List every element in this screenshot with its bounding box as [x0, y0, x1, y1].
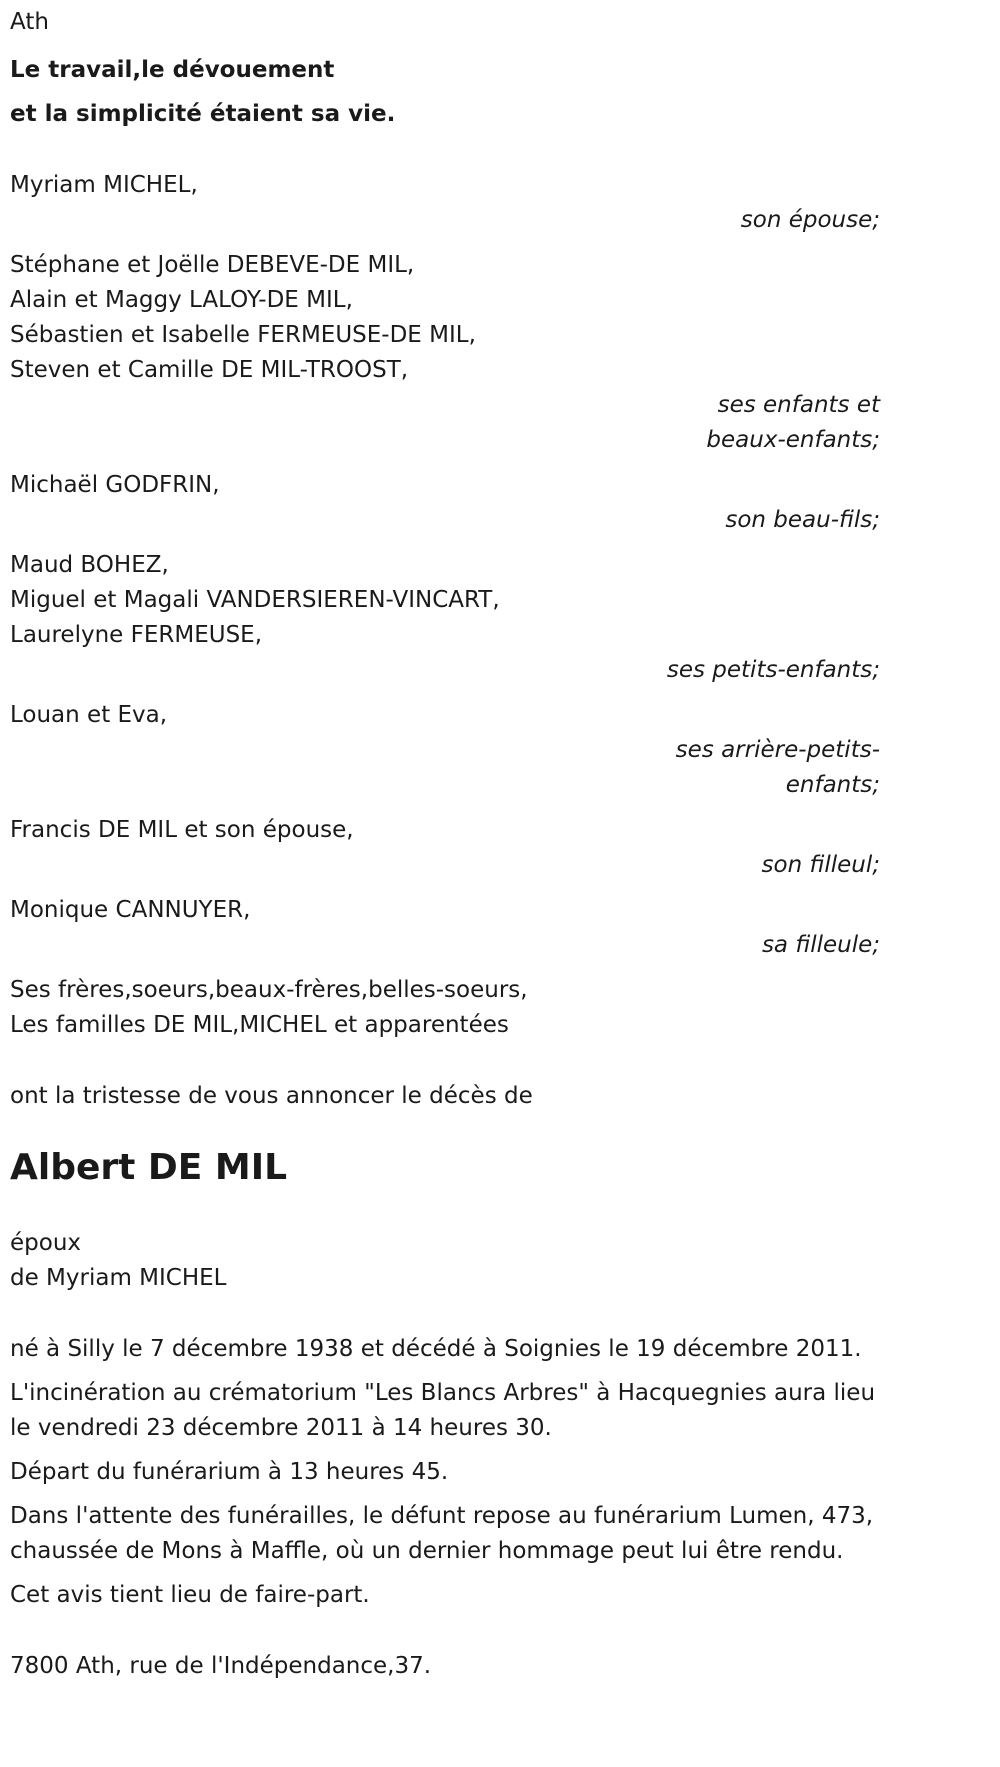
family-name: Myriam MICHEL,	[10, 172, 198, 198]
spouse-line: de Myriam MICHEL	[10, 1265, 227, 1291]
motto-line: et la simplicité étaient sa vie.	[10, 101, 396, 127]
deceased-name: Albert DE MIL	[10, 1147, 288, 1188]
relation-line: beaux-enfants;	[706, 427, 880, 453]
family-name: Miguel et Magali VANDERSIEREN-VINCART,	[10, 587, 500, 613]
spouse-line: époux	[10, 1230, 82, 1256]
motto-line: Le travail,le dévouement	[10, 57, 335, 83]
spouse-of	[10, 1226, 890, 1296]
family-group-son-in-law	[10, 468, 890, 538]
family-name: Maud BOHEZ,	[10, 552, 169, 578]
detail-birth-death: né à Silly le 7 décembre 1938 et décédé à Soignies le 19 décembre 2011.	[10, 1336, 862, 1362]
relation-line: enfants;	[785, 772, 880, 798]
family-name: Laurelyne FERMEUSE,	[10, 622, 263, 648]
family-name: Sébastien et Isabelle FERMEUSE-DE MIL,	[10, 322, 476, 348]
family-name: Les familles DE MIL,MICHEL et apparentées	[10, 1012, 509, 1038]
detail-notice: Cet avis tient lieu de faire-part.	[10, 1582, 370, 1608]
family-name: Ses frères,soeurs,beaux-frères,belles-soeurs,	[10, 977, 528, 1003]
family-group-grandchildren	[10, 548, 890, 688]
relation-label: ses petits-enfants;	[666, 657, 880, 683]
family-name: Alain et Maggy LALOY-DE MIL,	[10, 287, 353, 313]
relation-line: ses enfants et	[717, 392, 880, 418]
city-header: Ath	[10, 9, 49, 35]
family-name: Monique CANNUYER,	[10, 897, 251, 923]
motto	[10, 48, 890, 136]
family-name: Louan et Eva,	[10, 702, 168, 728]
detail-resting-place: Dans l'attente des funérailles, le défunt repose au funérarium Lumen, 473, chaussée de Mons à Maffle, où un dernier hommage peut lui être rendu.	[10, 1503, 874, 1564]
family-group-godson	[10, 813, 890, 883]
relation-label	[10, 388, 880, 458]
relation-label: son filleul;	[761, 852, 880, 878]
announcement-text: ont la tristesse de vous annoncer le décès de	[10, 1083, 533, 1109]
family-group-children	[10, 248, 890, 458]
relation-label: son beau-fils;	[725, 507, 880, 533]
family-address: 7800 Ath, rue de l'Indépendance,37.	[10, 1653, 432, 1679]
family-name: Steven et Camille DE MIL-TROOST,	[10, 357, 409, 383]
family-group-relatives	[10, 973, 890, 1043]
family-group-goddaughter	[10, 893, 890, 963]
family-name: Stéphane et Joëlle DEBEVE-DE MIL,	[10, 252, 415, 278]
detail-departure: Départ du funérarium à 13 heures 45.	[10, 1459, 449, 1485]
relation-label: sa filleule;	[761, 932, 880, 958]
family-name: Michaël GODFRIN,	[10, 472, 220, 498]
relation-label: son épouse;	[740, 207, 880, 233]
relation-label	[10, 733, 880, 803]
funeral-details	[10, 1332, 890, 1613]
detail-cremation: L'incinération au crématorium "Les Blancs Arbres" à Hacquegnies aura lieu le vendredi 23 décembre 2011 à 14 heures 30.	[10, 1380, 876, 1441]
obituary-notice	[10, 0, 890, 1684]
family-name: Francis DE MIL et son épouse,	[10, 817, 354, 843]
relation-line: ses arrière-petits-	[675, 737, 880, 763]
family-group-great-grandchildren	[10, 698, 890, 803]
family-group-spouse	[10, 168, 890, 238]
